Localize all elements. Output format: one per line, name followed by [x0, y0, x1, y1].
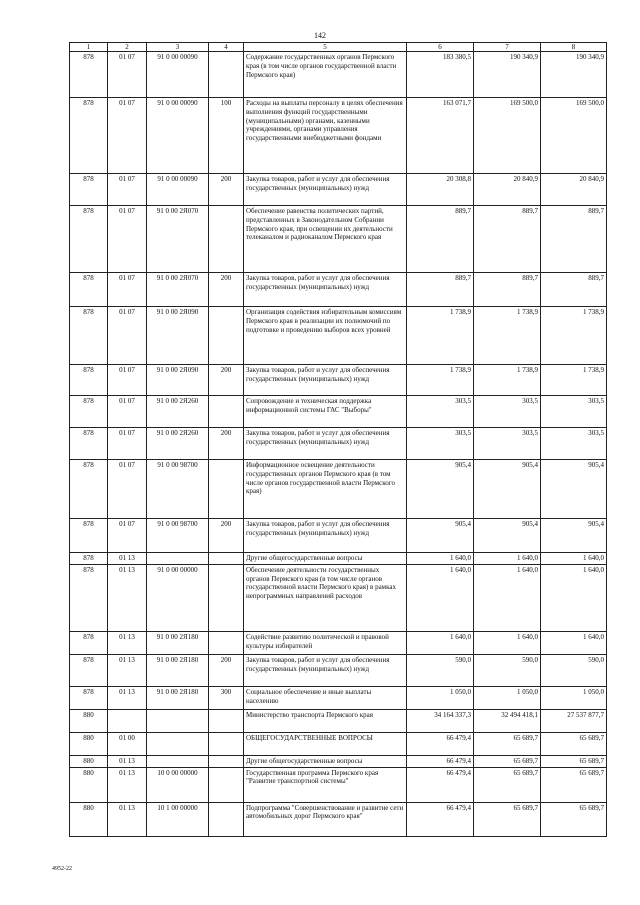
table-row [70, 174, 607, 206]
table-row [70, 709, 607, 732]
cell-amount-year-1: 1 738,9 [407, 307, 474, 365]
cell-amount-year-3: 889,7 [541, 206, 607, 273]
table-body [70, 52, 607, 837]
cell-name: Сопровождение и техническая поддержка информационной системы ГАС "Выборы" [244, 396, 407, 428]
cell-amount-year-3: 303,5 [541, 428, 607, 460]
header-cell: 5 [244, 43, 407, 52]
cell-amount-year-2: 65 689,7 [474, 802, 541, 836]
cell-amount-year-1: 1 050,0 [407, 686, 474, 709]
cell-ministry-code: 878 [70, 307, 108, 365]
cell-amount-year-2: 303,5 [474, 396, 541, 428]
table-row [70, 631, 607, 654]
cell-amount-year-3: 590,0 [541, 654, 607, 686]
header-cell: 2 [108, 43, 147, 52]
table-row [70, 553, 607, 565]
cell-amount-year-1: 183 380,5 [407, 52, 474, 98]
cell-amount-year-1: 20 308,8 [407, 174, 474, 206]
cell-ministry-code: 880 [70, 755, 108, 767]
cell-ministry-code: 880 [70, 709, 108, 732]
cell-name: ОБЩЕГОСУДАРСТВЕННЫЕ ВОПРОСЫ [244, 732, 407, 755]
cell-amount-year-1: 1 738,9 [407, 365, 474, 396]
cell-expense-type [209, 553, 244, 565]
cell-amount-year-3: 889,7 [541, 273, 607, 307]
cell-amount-year-2: 169 500,0 [474, 98, 541, 174]
cell-amount-year-3: 65 689,7 [541, 802, 607, 836]
table-row [70, 273, 607, 307]
cell-amount-year-1: 163 071,7 [407, 98, 474, 174]
cell-ministry-code: 878 [70, 206, 108, 273]
cell-amount-year-1: 66 479,4 [407, 802, 474, 836]
cell-amount-year-1: 34 164 337,3 [407, 709, 474, 732]
cell-name: Организация содействия избирательным комиссиям Пермского края в реализации их полномочий по подготовке и проведению выборов всех уровней [244, 307, 407, 365]
cell-amount-year-1: 66 479,4 [407, 767, 474, 802]
cell-amount-year-2: 905,4 [474, 519, 541, 553]
cell-name: Подпрограмма "Совершенствование и развитие сети автомобильных дорог Пермского края" [244, 802, 407, 836]
cell-ministry-code: 880 [70, 767, 108, 802]
cell-amount-year-1: 66 479,4 [407, 732, 474, 755]
table-row [70, 98, 607, 174]
cell-ministry-code: 878 [70, 273, 108, 307]
cell-section-code: 01 07 [108, 396, 147, 428]
cell-section-code: 01 07 [108, 428, 147, 460]
cell-amount-year-2: 1 640,0 [474, 564, 541, 631]
header-cell: 4 [209, 43, 244, 52]
cell-section-code: 01 07 [108, 206, 147, 273]
cell-section-code: 01 07 [108, 98, 147, 174]
cell-amount-year-2: 590,0 [474, 654, 541, 686]
table-row [70, 428, 607, 460]
cell-section-code: 01 07 [108, 174, 147, 206]
cell-ministry-code: 878 [70, 460, 108, 519]
cell-expense-type: 200 [209, 174, 244, 206]
cell-amount-year-1: 905,4 [407, 460, 474, 519]
cell-target-article: 91 0 00 98700 [147, 460, 209, 519]
cell-section-code: 01 07 [108, 273, 147, 307]
header-cell: 8 [541, 43, 607, 52]
cell-name: Закупка товаров, работ и услуг для обеспечения государственных (муниципальных) нужд [244, 519, 407, 553]
table-row [70, 732, 607, 755]
cell-target-article: 91 0 00 00000 [147, 564, 209, 631]
cell-amount-year-1: 1 640,0 [407, 564, 474, 631]
cell-ministry-code: 878 [70, 52, 108, 98]
cell-section-code: 01 13 [108, 767, 147, 802]
cell-amount-year-3: 190 340,9 [541, 52, 607, 98]
cell-expense-type [209, 460, 244, 519]
cell-amount-year-2: 190 340,9 [474, 52, 541, 98]
cell-target-article: 91 0 00 2Я260 [147, 428, 209, 460]
cell-name: Закупка товаров, работ и услуг для обеспечения государственных (муниципальных) нужд [244, 273, 407, 307]
budget-table [69, 42, 607, 837]
cell-ministry-code: 878 [70, 686, 108, 709]
cell-ministry-code: 880 [70, 732, 108, 755]
table-row [70, 52, 607, 98]
cell-target-article: 91 0 00 2Я070 [147, 206, 209, 273]
cell-amount-year-2: 303,5 [474, 428, 541, 460]
cell-ministry-code: 878 [70, 174, 108, 206]
cell-ministry-code: 878 [70, 631, 108, 654]
cell-expense-type [209, 631, 244, 654]
cell-ministry-code: 878 [70, 396, 108, 428]
cell-target-article: 91 0 00 00090 [147, 52, 209, 98]
cell-expense-type: 200 [209, 273, 244, 307]
cell-amount-year-3: 65 689,7 [541, 732, 607, 755]
cell-section-code: 01 07 [108, 460, 147, 519]
cell-section-code: 01 13 [108, 654, 147, 686]
cell-expense-type [209, 52, 244, 98]
table-row [70, 686, 607, 709]
cell-amount-year-2: 65 689,7 [474, 755, 541, 767]
cell-name: Закупка товаров, работ и услуг для обеспечения государственных (муниципальных) нужд [244, 174, 407, 206]
cell-ministry-code: 878 [70, 519, 108, 553]
cell-amount-year-3: 1 738,9 [541, 307, 607, 365]
cell-amount-year-1: 1 640,0 [407, 631, 474, 654]
cell-name: Другие общегосударственные вопросы [244, 755, 407, 767]
cell-expense-type [209, 396, 244, 428]
cell-ministry-code: 878 [70, 564, 108, 631]
cell-amount-year-3: 905,4 [541, 460, 607, 519]
cell-amount-year-2: 1 640,0 [474, 553, 541, 565]
cell-ministry-code: 878 [70, 365, 108, 396]
cell-expense-type [209, 802, 244, 836]
cell-section-code: 01 07 [108, 52, 147, 98]
cell-section-code: 01 00 [108, 732, 147, 755]
header-cell: 1 [70, 43, 108, 52]
table-row [70, 307, 607, 365]
cell-target-article [147, 732, 209, 755]
cell-target-article: 91 0 00 2Я180 [147, 686, 209, 709]
cell-amount-year-1: 1 640,0 [407, 553, 474, 565]
cell-target-article: 91 0 00 2Я090 [147, 307, 209, 365]
cell-section-code: 01 07 [108, 519, 147, 553]
table-row [70, 755, 607, 767]
cell-ministry-code: 880 [70, 802, 108, 836]
table-row [70, 802, 607, 836]
table-row [70, 206, 607, 273]
cell-expense-type [209, 709, 244, 732]
cell-ministry-code: 878 [70, 654, 108, 686]
table-header-row [70, 43, 607, 52]
cell-section-code: 01 13 [108, 564, 147, 631]
cell-section-code: 01 07 [108, 365, 147, 396]
cell-amount-year-3: 1 050,0 [541, 686, 607, 709]
cell-amount-year-3: 303,5 [541, 396, 607, 428]
cell-target-article: 91 0 00 2Я260 [147, 396, 209, 428]
cell-amount-year-1: 303,5 [407, 428, 474, 460]
cell-name: Содействие развитию политической и правовой культуры избирателей [244, 631, 407, 654]
cell-ministry-code: 878 [70, 428, 108, 460]
footer-document-code: 4952-22 [52, 866, 72, 872]
cell-amount-year-3: 27 537 877,7 [541, 709, 607, 732]
cell-amount-year-3: 905,4 [541, 519, 607, 553]
cell-name: Социальное обеспечение и иные выплаты населению [244, 686, 407, 709]
cell-ministry-code: 878 [70, 98, 108, 174]
table-row [70, 564, 607, 631]
table-row [70, 767, 607, 802]
header-cell: 3 [147, 43, 209, 52]
cell-target-article: 91 0 00 2Я180 [147, 654, 209, 686]
cell-target-article: 91 0 00 00090 [147, 98, 209, 174]
cell-amount-year-3: 1 640,0 [541, 564, 607, 631]
cell-name: Закупка товаров, работ и услуг для обеспечения государственных (муниципальных) нужд [244, 428, 407, 460]
cell-amount-year-2: 1 640,0 [474, 631, 541, 654]
cell-expense-type: 200 [209, 428, 244, 460]
cell-target-article: 10 1 00 00000 [147, 802, 209, 836]
cell-amount-year-1: 66 479,4 [407, 755, 474, 767]
cell-expense-type: 100 [209, 98, 244, 174]
cell-section-code: 01 13 [108, 631, 147, 654]
cell-amount-year-3: 65 689,7 [541, 755, 607, 767]
cell-name: Министерство транспорта Пермского края [244, 709, 407, 732]
cell-target-article: 91 0 00 00090 [147, 174, 209, 206]
cell-section-code: 01 13 [108, 553, 147, 565]
cell-amount-year-2: 1 050,0 [474, 686, 541, 709]
cell-name: Расходы на выплаты персоналу в целях обеспечения выполнения функций государственными (муниципальными) органами, казенными учреждениями, органами управления государственными внебюджетными фондами [244, 98, 407, 174]
table-row [70, 396, 607, 428]
cell-expense-type: 300 [209, 686, 244, 709]
cell-name: Закупка товаров, работ и услуг для обеспечения государственных (муниципальных) нужд [244, 654, 407, 686]
cell-name: Обеспечение равенства политических партий, представленных в Законодательном Собрании Пермского края, при освещении их деятельности телеканалом и радиоканалом Пермского края [244, 206, 407, 273]
cell-target-article: 91 0 00 2Я090 [147, 365, 209, 396]
cell-expense-type [209, 307, 244, 365]
cell-target-article: 91 0 00 2Я180 [147, 631, 209, 654]
cell-expense-type [209, 767, 244, 802]
cell-target-article: 91 0 00 2Я070 [147, 273, 209, 307]
cell-amount-year-2: 1 738,9 [474, 365, 541, 396]
cell-amount-year-3: 169 500,0 [541, 98, 607, 174]
cell-expense-type [209, 206, 244, 273]
table-row [70, 365, 607, 396]
cell-expense-type: 200 [209, 519, 244, 553]
cell-amount-year-1: 303,5 [407, 396, 474, 428]
cell-name: Обеспечение деятельности государственных органов Пермского края (в том числе органов государственной власти Пермского края) в рамках непрограммных направлений расходов [244, 564, 407, 631]
table-row [70, 519, 607, 553]
cell-ministry-code: 878 [70, 553, 108, 565]
cell-amount-year-3: 1 640,0 [541, 553, 607, 565]
cell-name: Другие общегосударственные вопросы [244, 553, 407, 565]
cell-amount-year-3: 65 689,7 [541, 767, 607, 802]
cell-target-article [147, 755, 209, 767]
cell-amount-year-2: 905,4 [474, 460, 541, 519]
cell-section-code: 01 13 [108, 686, 147, 709]
cell-expense-type: 200 [209, 654, 244, 686]
cell-amount-year-2: 65 689,7 [474, 732, 541, 755]
cell-name: Информационное освещение деятельности государственных органов Пермского края (в том числе органов государственной власти Пермского края) [244, 460, 407, 519]
cell-section-code: 01 13 [108, 755, 147, 767]
cell-target-article: 91 0 00 98700 [147, 519, 209, 553]
cell-expense-type [209, 755, 244, 767]
cell-expense-type [209, 564, 244, 631]
cell-amount-year-2: 889,7 [474, 273, 541, 307]
cell-name: Закупка товаров, работ и услуг для обеспечения государственных (муниципальных) нужд [244, 365, 407, 396]
cell-amount-year-1: 889,7 [407, 273, 474, 307]
page-number: 142 [314, 31, 326, 40]
cell-amount-year-2: 65 689,7 [474, 767, 541, 802]
cell-target-article [147, 709, 209, 732]
cell-expense-type [209, 732, 244, 755]
cell-section-code [108, 709, 147, 732]
cell-amount-year-2: 32 494 418,1 [474, 709, 541, 732]
cell-amount-year-1: 590,0 [407, 654, 474, 686]
cell-name: Государственная программа Пермского края "Развитие транспортной системы" [244, 767, 407, 802]
header-cell: 6 [407, 43, 474, 52]
header-cell: 7 [474, 43, 541, 52]
cell-expense-type: 200 [209, 365, 244, 396]
cell-amount-year-2: 1 738,9 [474, 307, 541, 365]
cell-name: Содержание государственных органов Пермского края (в том числе органов государственной власти Пермского края) [244, 52, 407, 98]
cell-section-code: 01 07 [108, 307, 147, 365]
cell-amount-year-1: 889,7 [407, 206, 474, 273]
cell-section-code: 01 13 [108, 802, 147, 836]
cell-amount-year-3: 1 640,0 [541, 631, 607, 654]
table-row [70, 460, 607, 519]
cell-amount-year-1: 905,4 [407, 519, 474, 553]
cell-amount-year-2: 889,7 [474, 206, 541, 273]
cell-amount-year-3: 1 738,9 [541, 365, 607, 396]
table-row [70, 654, 607, 686]
cell-target-article [147, 553, 209, 565]
cell-amount-year-3: 20 840,9 [541, 174, 607, 206]
cell-amount-year-2: 20 840,9 [474, 174, 541, 206]
cell-target-article: 10 0 00 00000 [147, 767, 209, 802]
